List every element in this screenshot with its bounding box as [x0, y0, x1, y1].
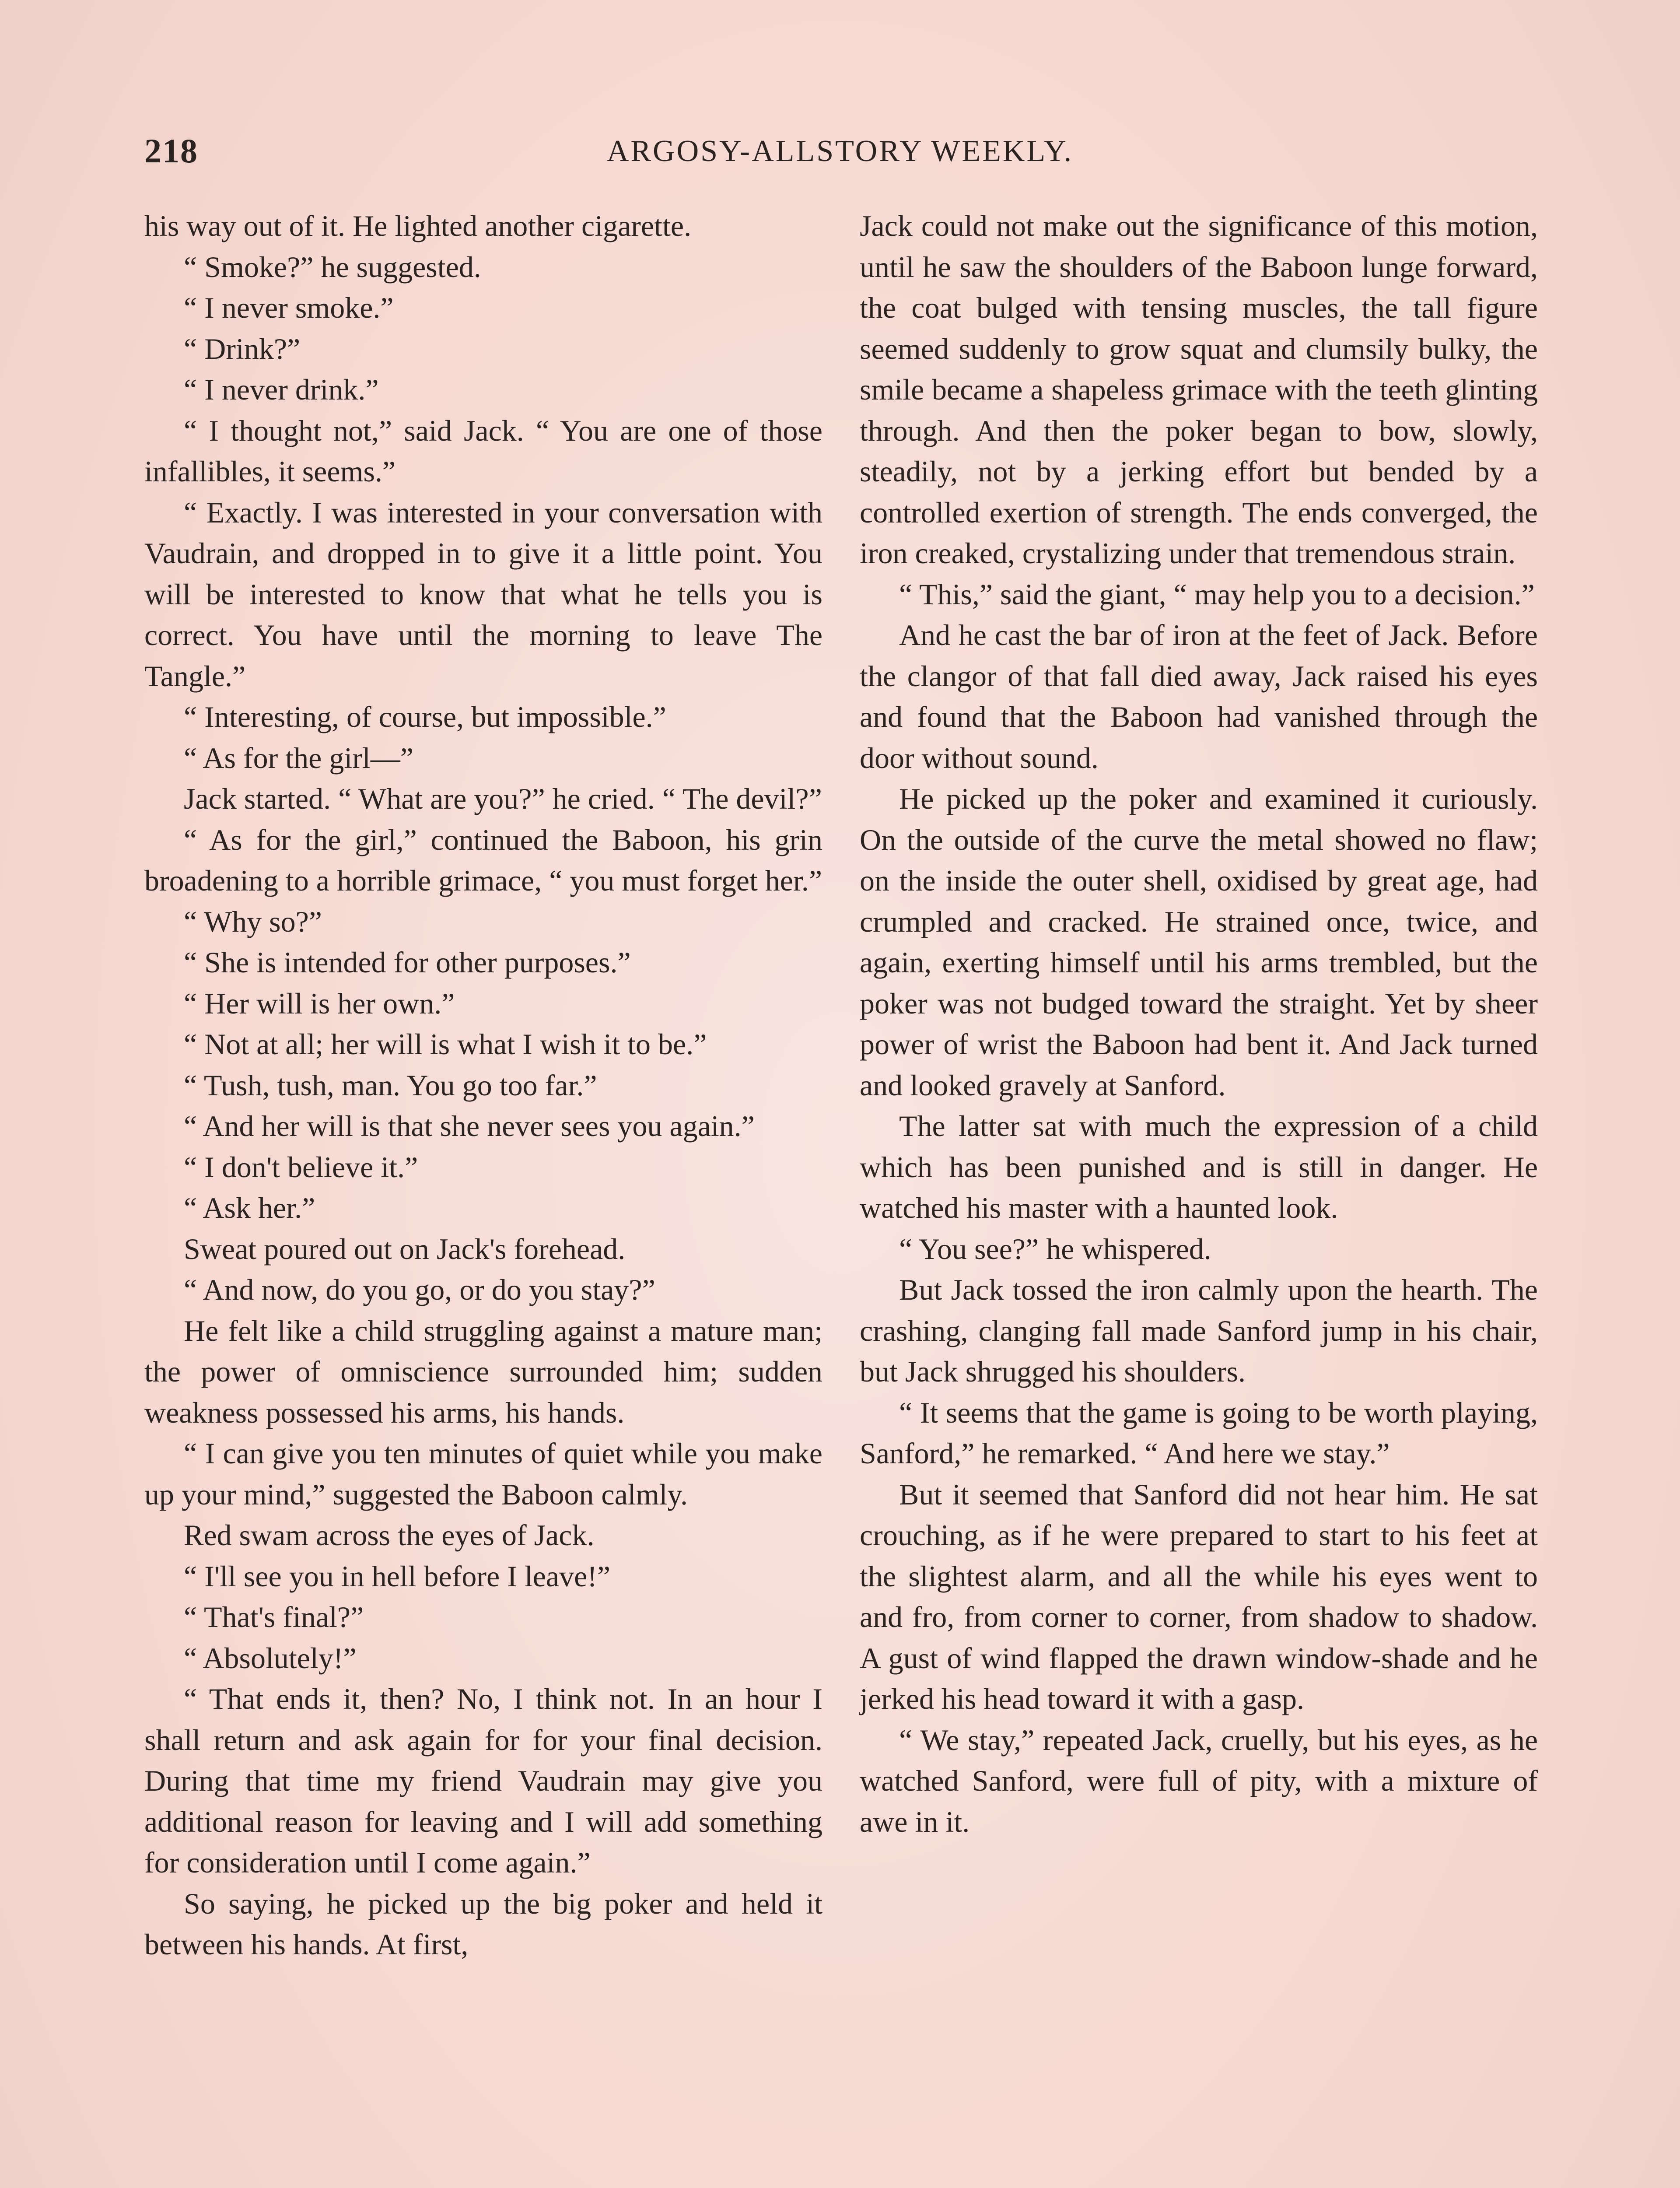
paragraph: “ Smoke?” he suggested. — [184, 250, 481, 284]
paragraph: The latter sat with much the expression of a child which has been punished and is still in danger. He watched his master with a haunted look. — [860, 1109, 1538, 1224]
running-head: ARGOSY-ALLSTORY WEEKLY. — [606, 134, 1074, 168]
paragraph: Sweat poured out on Jack's forehead. — [184, 1232, 626, 1266]
paragraph: And he cast the bar of iron at the feet of Jack. Before the clangor of that fall died away, Jack raised his eyes and found that the Baboon had vanished through the door without sound. — [860, 618, 1538, 775]
paragraph: “ Her will is her own.” — [184, 986, 455, 1020]
paragraph: He picked up the poker and examined it curiously. On the outside of the curve the metal showed no flaw; on the inside the outer shell, oxidised by great age, had crumpled and cracked. He strained once, twice, and again, exerting himself until his arms trembled, but the poker was not budged toward the straight. Yet by sheer power of wrist the Baboon had bent it. And Jack turned and looked gravely at Sanford. — [860, 782, 1538, 1102]
paragraph: “ I never smoke.” — [184, 291, 394, 324]
paragraph: Red swam across the eyes of Jack. — [184, 1518, 595, 1552]
paragraph: “ And her will is that she never sees you again.” — [184, 1109, 755, 1143]
left-column — [144, 206, 822, 2188]
text-columns — [144, 206, 1536, 2188]
paragraph: He felt like a child struggling against a mature man; the power of omniscience surrounded him; sudden weakness possessed his arms, his hands. — [144, 1314, 822, 1429]
paragraph: But Jack tossed the iron calmly upon the hearth. The crashing, clanging fall made Sanford jump in his chair, but Jack shrugged his shoulders. — [860, 1273, 1538, 1388]
paragraph: “ We stay,” repeated Jack, cruelly, but his eyes, as he watched Sanford, were full of pity, with a mixture of awe in it. — [860, 1723, 1538, 1838]
paragraph: “ Absolutely!” — [184, 1641, 357, 1675]
paragraph: “ Ask her.” — [184, 1191, 315, 1224]
paragraph: “ Tush, tush, man. You go too far.” — [184, 1068, 597, 1102]
paragraph: “ I'll see you in hell before I leave!” — [184, 1559, 611, 1593]
paragraph: Jack could not make out the significance of this motion, until he saw the shoulders of the Baboon lunge forward, the coat bulged with tensing muscles, the tall figure seemed suddenly to grow squat and clumsily bulky, the smile became a shapeless grimace with the teeth glinting through. And then the poker began to bow, slowly, steadily, not by a jerking effort but bended by a controlled exertion of strength. The ends converged, the iron creaked, crystalizing under that tremendous strain. — [860, 209, 1538, 570]
page-header — [144, 131, 1536, 184]
paragraph: But it seemed that Sanford did not hear him. He sat crouching, as if he were prepared to start to his feet at the slightest alarm, and all the while his eyes went to and fro, from corner to corner, from shadow to shadow. A gust of wind flapped the drawn window-shade and he jerked his head toward it with a gasp. — [860, 1477, 1538, 1715]
paragraph: “ Exactly. I was interested in your conversation with Vaudrain, and dropped in to give it a little point. You will be interested to know that what he tells you is correct. You have until the morning to leave The Tangle.” — [144, 495, 822, 693]
paragraph: “ Interesting, of course, but impossible.” — [184, 700, 666, 733]
paragraph: “ As for the girl—” — [184, 741, 413, 775]
paragraph: “ Why so?” — [184, 905, 322, 938]
paragraph: “ I thought not,” said Jack. “ You are one of those infallibles, it seems.” — [144, 414, 822, 488]
paragraph: “ It seems that the game is going to be worth playing, Sanford,” he remarked. “ And here we stay.” — [860, 1396, 1538, 1470]
paragraph: “ This,” said the giant, “ may help you to a decision.” — [899, 577, 1535, 611]
paragraph: “ She is intended for other purposes.” — [184, 946, 631, 979]
paragraph: “ Drink?” — [184, 332, 301, 365]
paragraph: “ That's final?” — [184, 1600, 364, 1634]
paragraph: his way out of it. He lighted another cigarette. — [144, 209, 692, 242]
paragraph: Jack started. “ What are you?” he cried. “ The devil?” — [184, 782, 822, 815]
paragraph: “ I don't believe it.” — [184, 1150, 418, 1184]
paragraph: “ You see?” he whispered. — [899, 1232, 1211, 1266]
paragraph: “ I never drink.” — [184, 373, 379, 406]
paragraph: “ Not at all; her will is what I wish it to be.” — [184, 1027, 707, 1061]
page-number: 218 — [144, 132, 198, 170]
paragraph: “ And now, do you go, or do you stay?” — [184, 1273, 655, 1306]
paragraph: “ I can give you ten minutes of quiet while you make up your mind,” suggested the Baboon calmly. — [144, 1437, 822, 1511]
paragraph: “ That ends it, then? No, I think not. In an hour I shall return and ask again for for your final decision. During that time my friend Vaudrain may give you additional reason for leaving and I will add something for consideration until I come again.” — [144, 1682, 822, 1879]
paragraph: “ As for the girl,” continued the Baboon, his grin broadening to a horrible grimace, “ you must forget her.” — [144, 823, 822, 897]
paragraph: So saying, he picked up the big poker and held it between his hands. At first, — [144, 1886, 822, 1961]
right-column — [860, 206, 1538, 2188]
